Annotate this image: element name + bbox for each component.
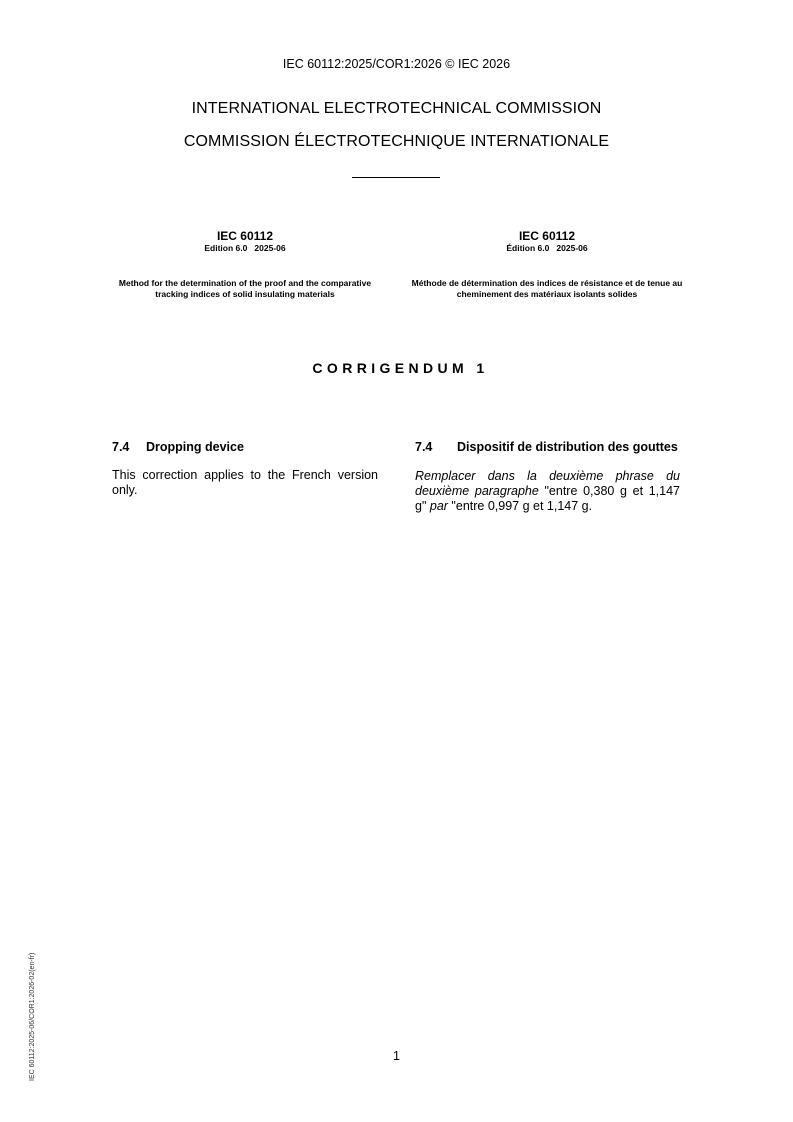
- clause-title: Dispositif de distribution des gouttes: [457, 440, 678, 454]
- standard-title: Méthode de détermination des indices de résistance et de tenue au cheminement des matériaux isolants solides: [411, 278, 683, 299]
- clause-body: [415, 469, 680, 514]
- clause-column-english: [112, 440, 378, 498]
- standard-edition: Édition 6.0 2025-06: [506, 243, 588, 253]
- page-number: 1: [393, 1049, 400, 1063]
- corrigendum-title: CORRIGENDUM 1: [312, 360, 489, 376]
- side-document-reference: IEC 60112:2025-06/COR1:2026-02(en-fr): [29, 952, 36, 1081]
- clause-body-new-value: "entre 0,997 g et 1,147 g.: [447, 499, 593, 513]
- standard-edition: Edition 6.0 2025-06: [204, 243, 286, 253]
- clause-heading: [112, 440, 378, 455]
- clause-number: 7.4: [112, 440, 130, 454]
- clause-number: 7.4: [415, 440, 433, 454]
- clause-body-old-value: "entre 0,380 g et 1,147 g": [415, 484, 680, 513]
- clause-body-connector: par: [429, 499, 448, 513]
- clause-body: This correction applies to the French version only.: [112, 468, 378, 497]
- standard-block-english: [105, 229, 385, 300]
- standard-block-french: [407, 229, 687, 300]
- organization-name-english: INTERNATIONAL ELECTROTECHNICAL COMMISSION: [191, 100, 602, 117]
- clause-column-french: [415, 440, 680, 514]
- clause-heading: [415, 440, 680, 455]
- clause-body-instruction: Remplacer dans la deuxième phrase du deuxième paragraphe: [415, 469, 680, 498]
- divider: [352, 177, 440, 178]
- clause-title: Dropping device: [146, 440, 244, 454]
- standard-number: IEC 60112: [518, 229, 576, 243]
- document-reference: IEC 60112:2025/COR1:2026 © IEC 2026: [282, 57, 511, 71]
- organization-name-french: COMMISSION ÉLECTROTECHNIQUE INTERNATIONALE: [183, 133, 610, 150]
- standard-title: Method for the determination of the proof and the comparative tracking indices of solid insulating materials: [118, 278, 372, 299]
- standard-number: IEC 60112: [216, 229, 274, 243]
